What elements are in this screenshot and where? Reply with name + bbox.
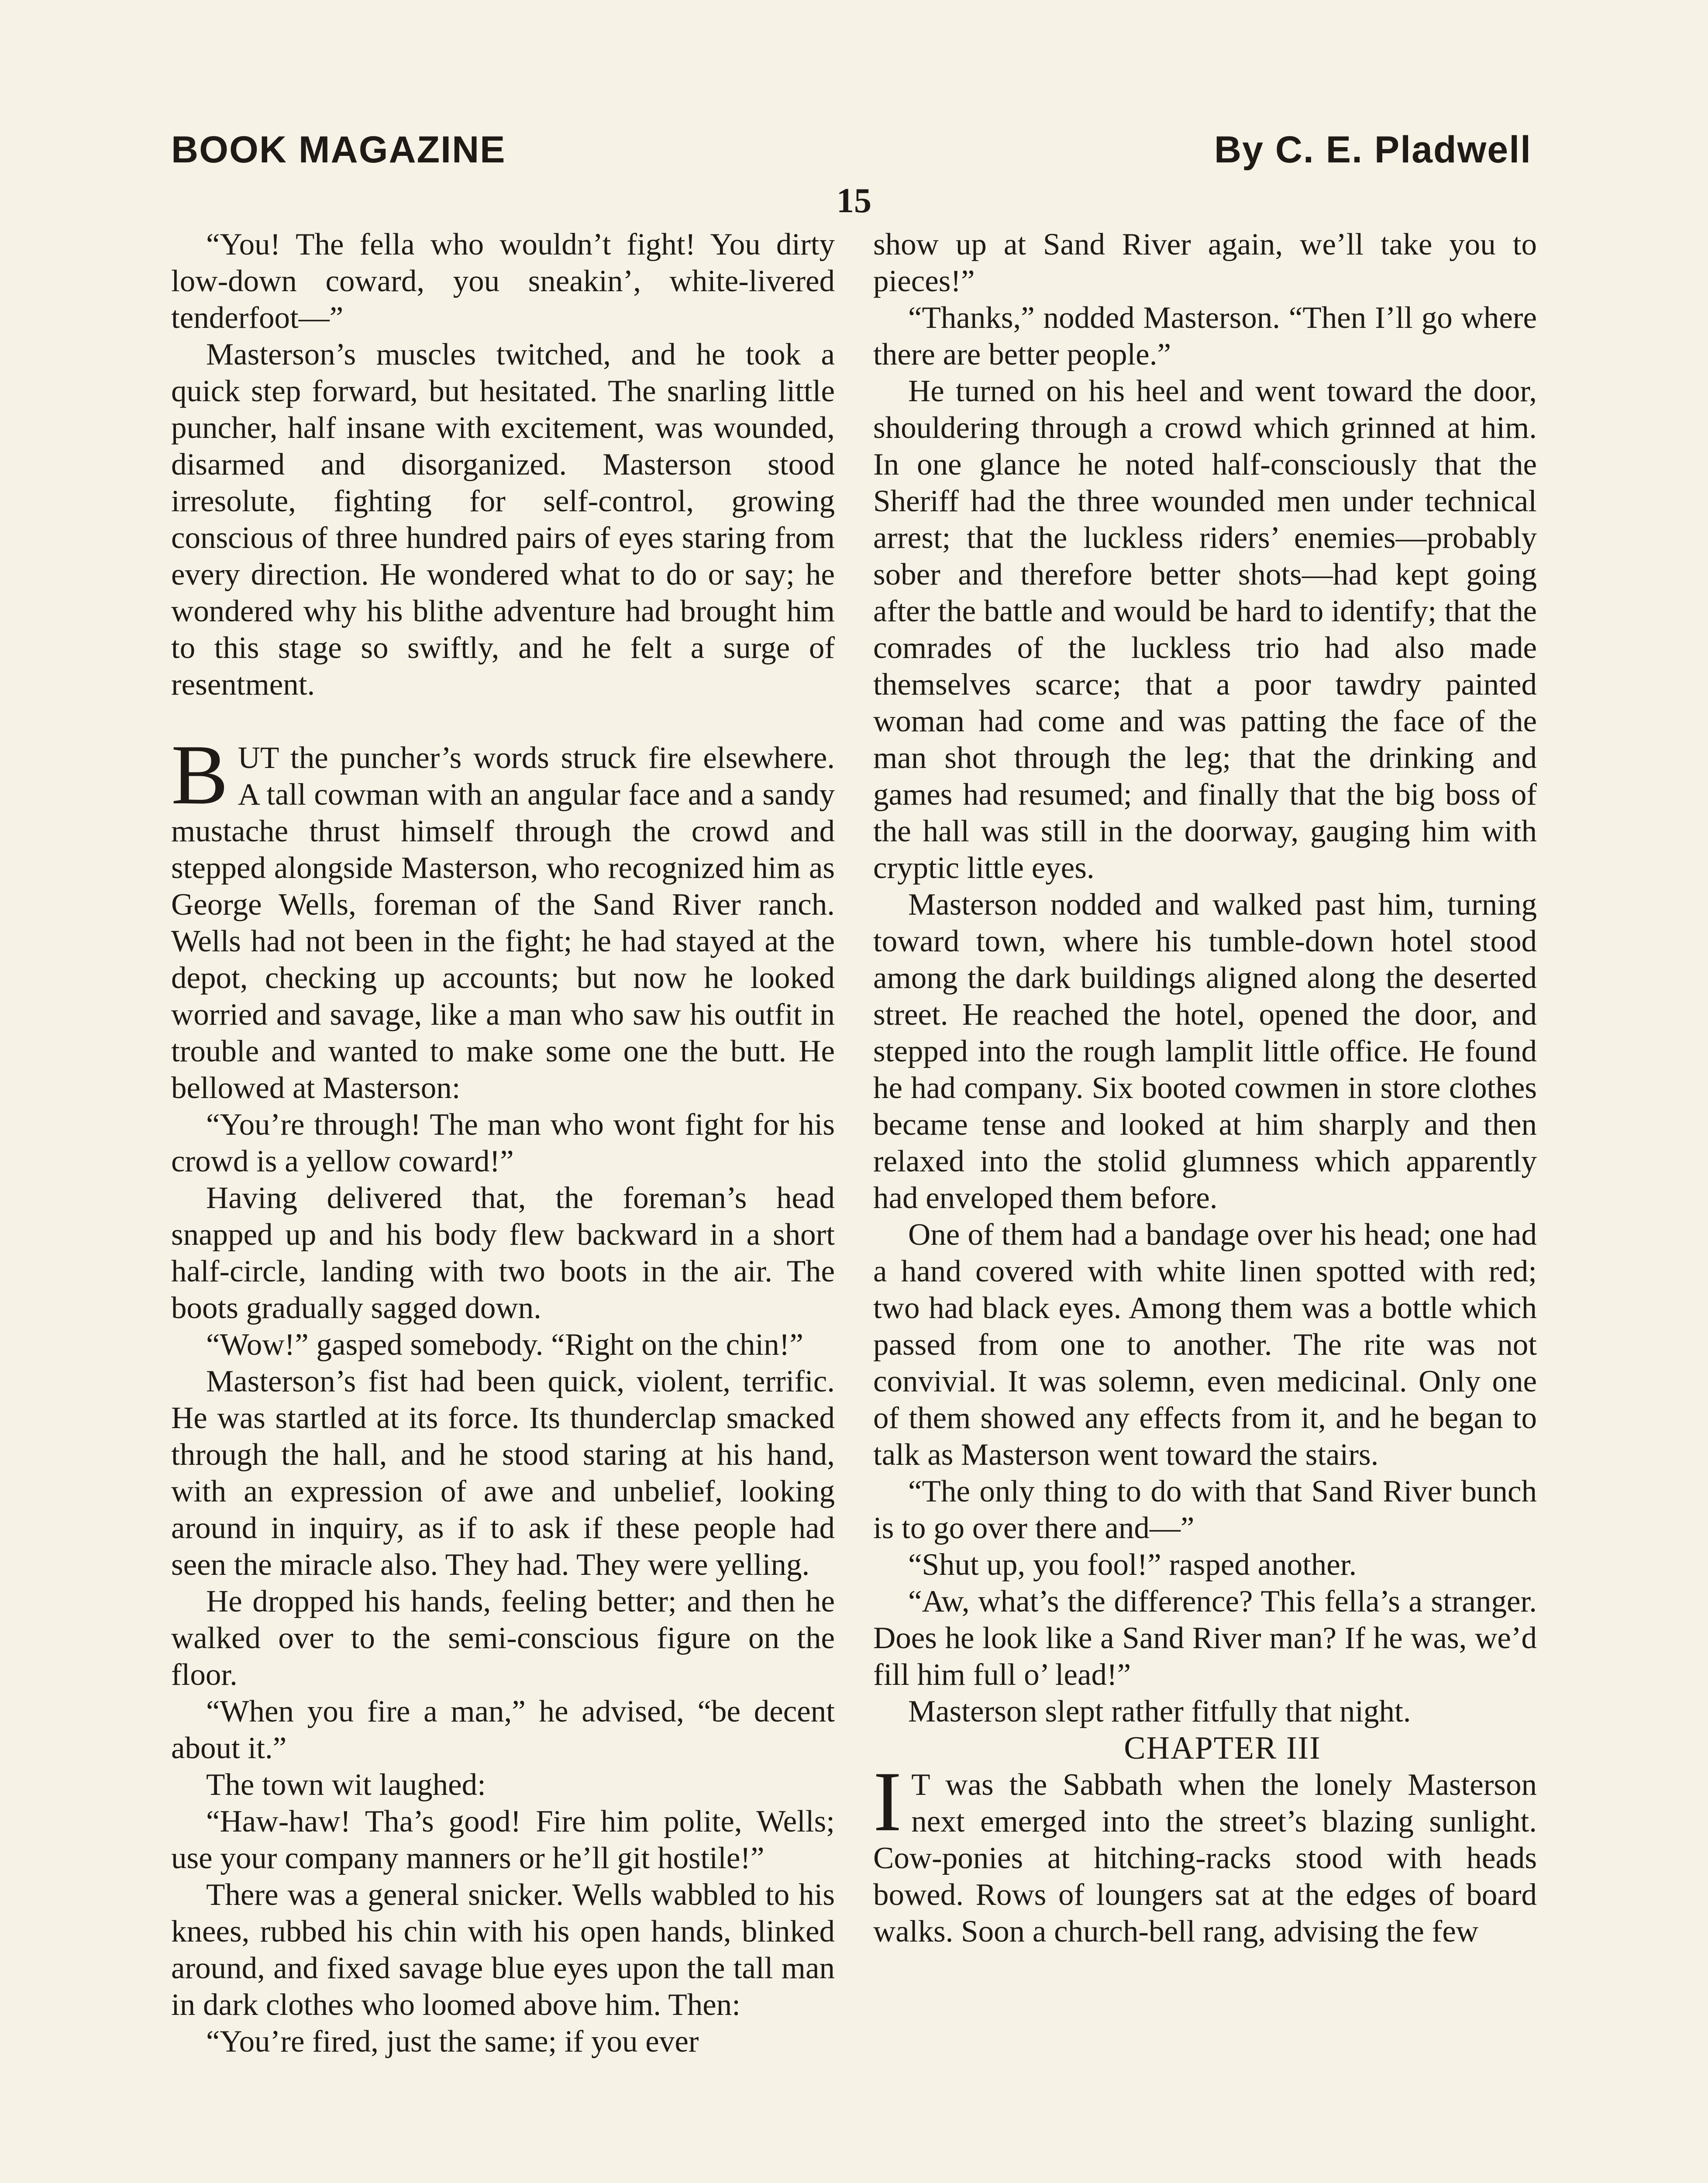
page-number: 15 <box>837 182 871 220</box>
paragraph: “Shut up, you fool!” rasped another. <box>908 1548 1357 1582</box>
paragraph: There was a general snicker. Wells wabbled to his knees, rubbed his chin with his open hands, blinked around, and fixed savage blue eyes upon the tall man in dark clothes who loomed above him. Then: <box>171 1878 835 2022</box>
paragraph: “Thanks,” nodded Masterson. “Then I’ll go where there are better people.” <box>873 301 1537 372</box>
paragraph-text: UT the puncher’s words struck fire elsewhere. A tall cowman with an angular face and a sandy mustache thrust himself through the crowd and stepped alongside Masterson, who recognized him as George Wells, foreman of the Sand River ranch. Wells had not been in the fight; he had stayed at the depot, checking up accounts; but now he looked worried and savage, like a man who saw his outfit in trouble and wanted to make some one the butt. He bellowed at Masterson: <box>171 741 835 1105</box>
magazine-title: BOOK MAGAZINE <box>171 129 506 171</box>
paragraph: Masterson’s muscles twitched, and he took a quick step forward, but hesitated. The snarling little puncher, half insane with excitement, was wounded, disarmed and disorganized. Masterson stood irresolute, fighting for self-control, growing conscious of three hundred pairs of eyes staring from every direction. He wondered what to do or say; he wondered why his blithe adventure had brought him to this stage so swiftly, and he felt a surge of resentment. <box>171 337 835 702</box>
right-column <box>873 226 1537 2183</box>
paragraph-with-drop-cap <box>873 1754 1537 1950</box>
paragraph-text: T was the Sabbath when the lonely Masterson next emerged into the street’s blazing sunlight. Cow-ponies at hitching-racks stood with heads bowed. Rows of loungers sat at the edges of board walks. Soon a church-bell rang, advising the few <box>873 1768 1537 1949</box>
paragraph-with-drop-cap <box>171 727 835 1106</box>
left-column <box>171 226 835 2183</box>
drop-cap: B <box>171 727 228 822</box>
paragraph: Masterson’s fist had been quick, violent, terrific. He was startled at its force. Its thunderclap smacked through the hall, and he stood staring at his hand, with an expression of awe and unbelief, looking around in inquiry, as if to ask if these people had seen the miracle also. They had. They were yelling. <box>171 1364 835 1582</box>
chapter-heading: CHAPTER III <box>1124 1730 1321 1766</box>
paragraph: “The only thing to do with that Sand River bunch is to go over there and—” <box>873 1474 1537 1545</box>
drop-cap: I <box>873 1754 902 1849</box>
paragraph: “You’re through! The man who wont fight for his crowd is a yellow coward!” <box>171 1108 835 1178</box>
paragraph: “Aw, what’s the difference? This fella’s a stranger. Does he look like a Sand River man? If he was, we’d fill him full o’ lead!” <box>873 1584 1537 1692</box>
author-byline: By C. E. Pladwell <box>1214 129 1532 171</box>
paragraph: “You’re fired, just the same; if you ever <box>206 2025 699 2059</box>
paragraph: “When you fire a man,” he advised, “be decent about it.” <box>171 1694 835 1765</box>
paragraph: He turned on his heel and went toward the door, shouldering through a crowd which grinned at him. In one glance he noted half-consciously that the Sheriff had the three wounded men under technical arrest; that the luckless riders’ enemies—probably sober and therefore better shots—had kept going after the battle and would be hard to identify; that the comrades of the luckless trio had also made themselves scarce; that a poor tawdry painted woman had come and was patting the face of the man shot through the leg; that the drinking and games had resumed; and finally that the big boss of the hall was still in the doorway, gauging him with cryptic little eyes. <box>873 374 1537 885</box>
paragraph: Masterson slept rather fitfully that night. <box>908 1694 1411 1728</box>
paragraph: “You! The fella who wouldn’t fight! You dirty low-down coward, you sneakin’, white-livered tenderfoot—” <box>171 227 835 335</box>
paragraph: The town wit laughed: <box>206 1768 486 1802</box>
paragraph: show up at Sand River again, we’ll take you to pieces!” <box>873 227 1537 298</box>
paragraph: Having delivered that, the foreman’s head snapped up and his body flew backward in a short half-circle, landing with two boots in the air. The boots gradually sagged down. <box>171 1181 835 1325</box>
paragraph: Masterson nodded and walked past him, turning toward town, where his tumble-down hotel stood among the dark buildings aligned along the deserted street. He reached the hotel, opened the door, and stepped into the rough lamplit little office. He found he had company. Six booted cowmen in store clothes became tense and looked at him sharply and then relaxed into the stolid glumness which apparently had enveloped them before. <box>873 888 1537 1215</box>
paragraph: “Wow!” gasped somebody. “Right on the chin!” <box>206 1328 803 1362</box>
paragraph: One of them had a bandage over his head; one had a hand covered with white linen spotted with red; two had black eyes. Among them was a bottle which passed from one to another. The rite was not convivial. It was solemn, even medicinal. Only one of them showed any effects from it, and he began to talk as Masterson went toward the stairs. <box>873 1218 1537 1472</box>
paragraph: “Haw-haw! Tha’s good! Fire him polite, Wells; use your company manners or he’ll git hostile!” <box>171 1804 835 1875</box>
paragraph: He dropped his hands, feeling better; and then he walked over to the semi-conscious figure on the floor. <box>171 1584 835 1692</box>
